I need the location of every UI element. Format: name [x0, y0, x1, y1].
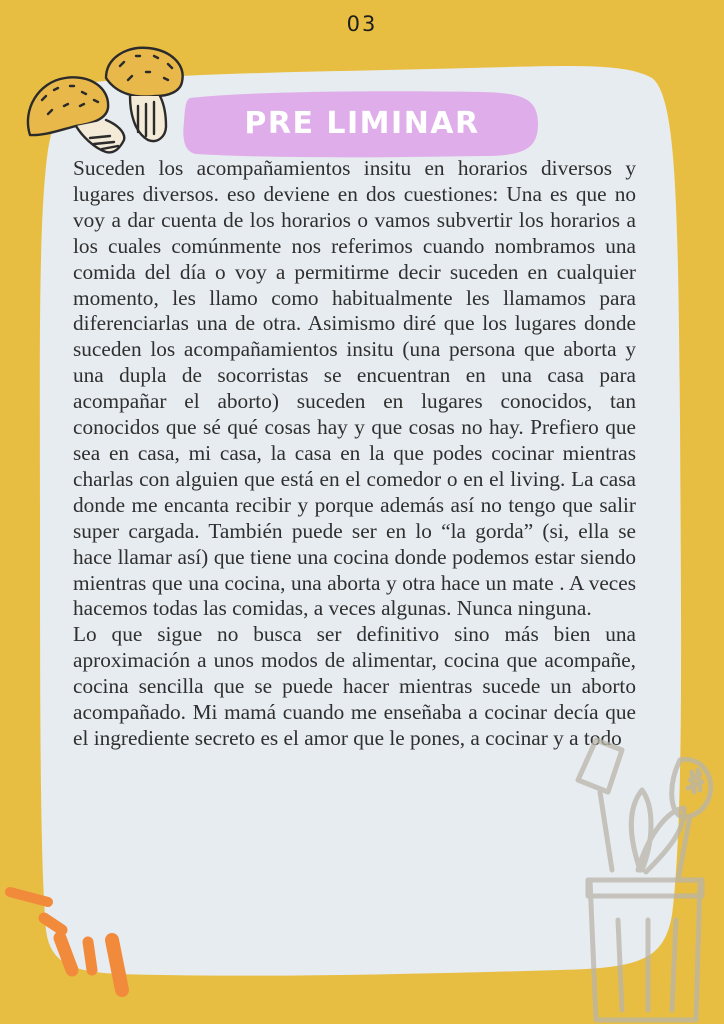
title-banner — [182, 88, 542, 160]
mushrooms-icon — [20, 40, 190, 160]
body-text — [73, 156, 636, 752]
kitchen-utensils-jar-icon — [530, 720, 724, 1024]
page-number: 03 — [346, 12, 378, 36]
page-title: PRE LIMINAR — [244, 106, 480, 141]
paragraph-1: Suceden los acompañamientos insitu en horarios diversos y lugares diversos. eso deviene en dos cuestiones: Una es que no voy a dar cuenta de los horarios o vamos subvertir los horarios a los cuales comúnmente nos referimos cuando nombramos una comida del día o voy a permitirme decir suceden en cualquier momento, les llamo como habitualmente les llamamos para diferenciarlas una de otra. Asimismo diré que los lugares donde suceden los acompañamientos insitu (una persona que aborta y una dupla de socorristas se encuentran en una casa para acompañar el aborto) suceden en lugares conocidos, tan conocidos que sé qué cosas hay y que cosas no hay. Prefiero que sea en casa, mi casa, la casa en la que podes cocinar mientras charlas con alguien que está en el comedor o en el living. La casa donde me encanta recibir y porque además así no tengo que salir super cargada. También puede ser en lo “la gorda” (si, ella se hace llamar así) que tiene una cocina donde podemos estar siendo mientras que una cocina, una aborta y otra hace un mate . A veces hacemos todas las comidas, a veces algunas. Nunca ninguna. — [73, 156, 636, 621]
sunburst-strokes-icon — [0, 880, 150, 1010]
paragraph-2: Lo que sigue no busca ser definitivo sino más bien una aproximación a unos modos de alimentar, cocina que acompañe, cocina sencilla que se puede hacer mientras sucede un aborto acompañado. Mi mamá cuando me enseñaba a cocinar decía que el ingrediente secreto es el amor que le pones, a cocinar y a todo — [73, 622, 636, 750]
